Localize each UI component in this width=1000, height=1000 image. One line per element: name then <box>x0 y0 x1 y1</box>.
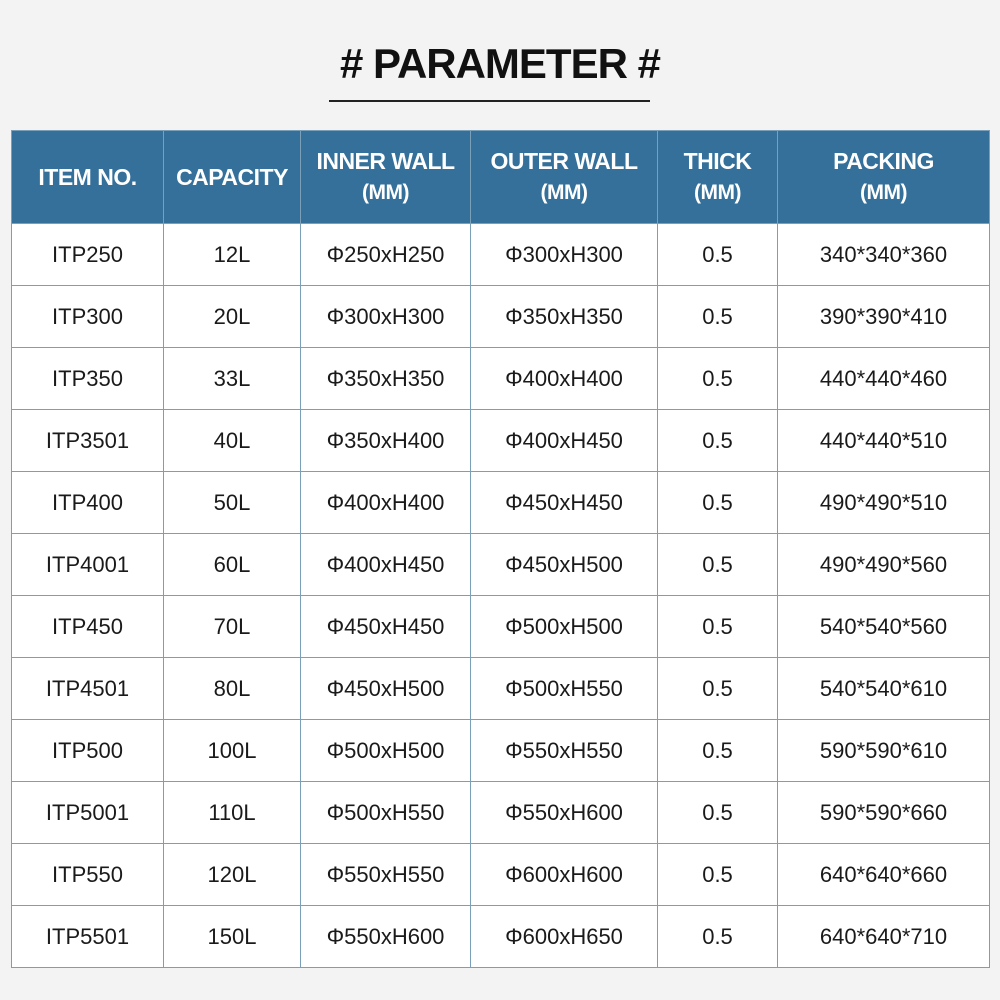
header-unit: (MM) <box>362 181 409 204</box>
table-body <box>12 224 990 968</box>
outer-wall-cell: Φ450xH450 <box>471 472 658 534</box>
header-inner-wall <box>301 131 471 224</box>
outer-wall-cell: Φ400xH450 <box>471 410 658 472</box>
item-no-cell: ITP3501 <box>12 410 164 472</box>
inner-wall-cell: Φ550xH550 <box>301 844 471 906</box>
table-row <box>12 348 990 410</box>
item-no-cell: ITP350 <box>12 348 164 410</box>
inner-wall-cell: Φ400xH400 <box>301 472 471 534</box>
outer-wall-cell: Φ500xH550 <box>471 658 658 720</box>
header-outer-wall <box>471 131 658 224</box>
capacity-cell: 110L <box>164 782 301 844</box>
thick-cell: 0.5 <box>658 224 778 286</box>
inner-wall-cell: Φ450xH450 <box>301 596 471 658</box>
header-unit: (MM) <box>860 181 907 204</box>
thick-cell: 0.5 <box>658 782 778 844</box>
header-label: PACKING <box>833 148 934 174</box>
packing-cell: 490*490*560 <box>778 534 990 596</box>
header-label: ITEM NO. <box>38 164 137 190</box>
item-no-cell: ITP550 <box>12 844 164 906</box>
item-no-cell: ITP250 <box>12 224 164 286</box>
outer-wall-cell: Φ350xH350 <box>471 286 658 348</box>
capacity-cell: 40L <box>164 410 301 472</box>
table-row <box>12 844 990 906</box>
packing-cell: 640*640*660 <box>778 844 990 906</box>
thick-cell: 0.5 <box>658 348 778 410</box>
header-label: INNER WALL <box>316 148 455 174</box>
inner-wall-cell: Φ350xH350 <box>301 348 471 410</box>
thick-cell: 0.5 <box>658 472 778 534</box>
thick-cell: 0.5 <box>658 410 778 472</box>
thick-cell: 0.5 <box>658 286 778 348</box>
header-label: CAPACITY <box>176 164 288 190</box>
header-unit: (MM) <box>694 181 741 204</box>
packing-cell: 340*340*360 <box>778 224 990 286</box>
header-unit: (MM) <box>540 181 588 204</box>
packing-cell: 590*590*660 <box>778 782 990 844</box>
page-title: # PARAMETER # <box>340 40 660 87</box>
outer-wall-cell: Φ300xH300 <box>471 224 658 286</box>
table-row <box>12 782 990 844</box>
capacity-cell: 33L <box>164 348 301 410</box>
outer-wall-cell: Φ400xH400 <box>471 348 658 410</box>
header-label: THICK <box>683 148 752 174</box>
capacity-cell: 120L <box>164 844 301 906</box>
thick-cell: 0.5 <box>658 844 778 906</box>
item-no-cell: ITP4001 <box>12 534 164 596</box>
packing-cell: 390*390*410 <box>778 286 990 348</box>
outer-wall-cell: Φ600xH650 <box>471 906 658 968</box>
title-underline <box>329 100 650 102</box>
thick-cell: 0.5 <box>658 596 778 658</box>
outer-wall-cell: Φ550xH600 <box>471 782 658 844</box>
inner-wall-cell: Φ450xH500 <box>301 658 471 720</box>
table-header-row <box>12 131 990 224</box>
parameter-table <box>11 130 990 968</box>
item-no-cell: ITP300 <box>12 286 164 348</box>
thick-cell: 0.5 <box>658 534 778 596</box>
table-row <box>12 720 990 782</box>
outer-wall-cell: Φ600xH600 <box>471 844 658 906</box>
capacity-cell: 20L <box>164 286 301 348</box>
capacity-cell: 70L <box>164 596 301 658</box>
header-capacity <box>164 131 301 224</box>
table-row <box>12 410 990 472</box>
header-label: OUTER WALL <box>490 148 638 174</box>
packing-cell: 440*440*510 <box>778 410 990 472</box>
inner-wall-cell: Φ300xH300 <box>301 286 471 348</box>
inner-wall-cell: Φ350xH400 <box>301 410 471 472</box>
packing-cell: 540*540*610 <box>778 658 990 720</box>
packing-cell: 440*440*460 <box>778 348 990 410</box>
capacity-cell: 12L <box>164 224 301 286</box>
table-row <box>12 596 990 658</box>
capacity-cell: 50L <box>164 472 301 534</box>
header-thick <box>658 131 778 224</box>
item-no-cell: ITP500 <box>12 720 164 782</box>
packing-cell: 540*540*560 <box>778 596 990 658</box>
table-row <box>12 472 990 534</box>
inner-wall-cell: Φ550xH600 <box>301 906 471 968</box>
table-row <box>12 286 990 348</box>
thick-cell: 0.5 <box>658 906 778 968</box>
item-no-cell: ITP5001 <box>12 782 164 844</box>
outer-wall-cell: Φ550xH550 <box>471 720 658 782</box>
item-no-cell: ITP400 <box>12 472 164 534</box>
packing-cell: 590*590*610 <box>778 720 990 782</box>
packing-cell: 640*640*710 <box>778 906 990 968</box>
outer-wall-cell: Φ450xH500 <box>471 534 658 596</box>
capacity-cell: 60L <box>164 534 301 596</box>
item-no-cell: ITP5501 <box>12 906 164 968</box>
inner-wall-cell: Φ500xH500 <box>301 720 471 782</box>
table-row <box>12 224 990 286</box>
inner-wall-cell: Φ500xH550 <box>301 782 471 844</box>
item-no-cell: ITP450 <box>12 596 164 658</box>
capacity-cell: 80L <box>164 658 301 720</box>
item-no-cell: ITP4501 <box>12 658 164 720</box>
outer-wall-cell: Φ500xH500 <box>471 596 658 658</box>
inner-wall-cell: Φ250xH250 <box>301 224 471 286</box>
capacity-cell: 150L <box>164 906 301 968</box>
inner-wall-cell: Φ400xH450 <box>301 534 471 596</box>
thick-cell: 0.5 <box>658 658 778 720</box>
table-row <box>12 534 990 596</box>
header-packing <box>778 131 990 224</box>
capacity-cell: 100L <box>164 720 301 782</box>
header-item-no <box>12 131 164 224</box>
packing-cell: 490*490*510 <box>778 472 990 534</box>
table-row <box>12 658 990 720</box>
table-row <box>12 906 990 968</box>
thick-cell: 0.5 <box>658 720 778 782</box>
